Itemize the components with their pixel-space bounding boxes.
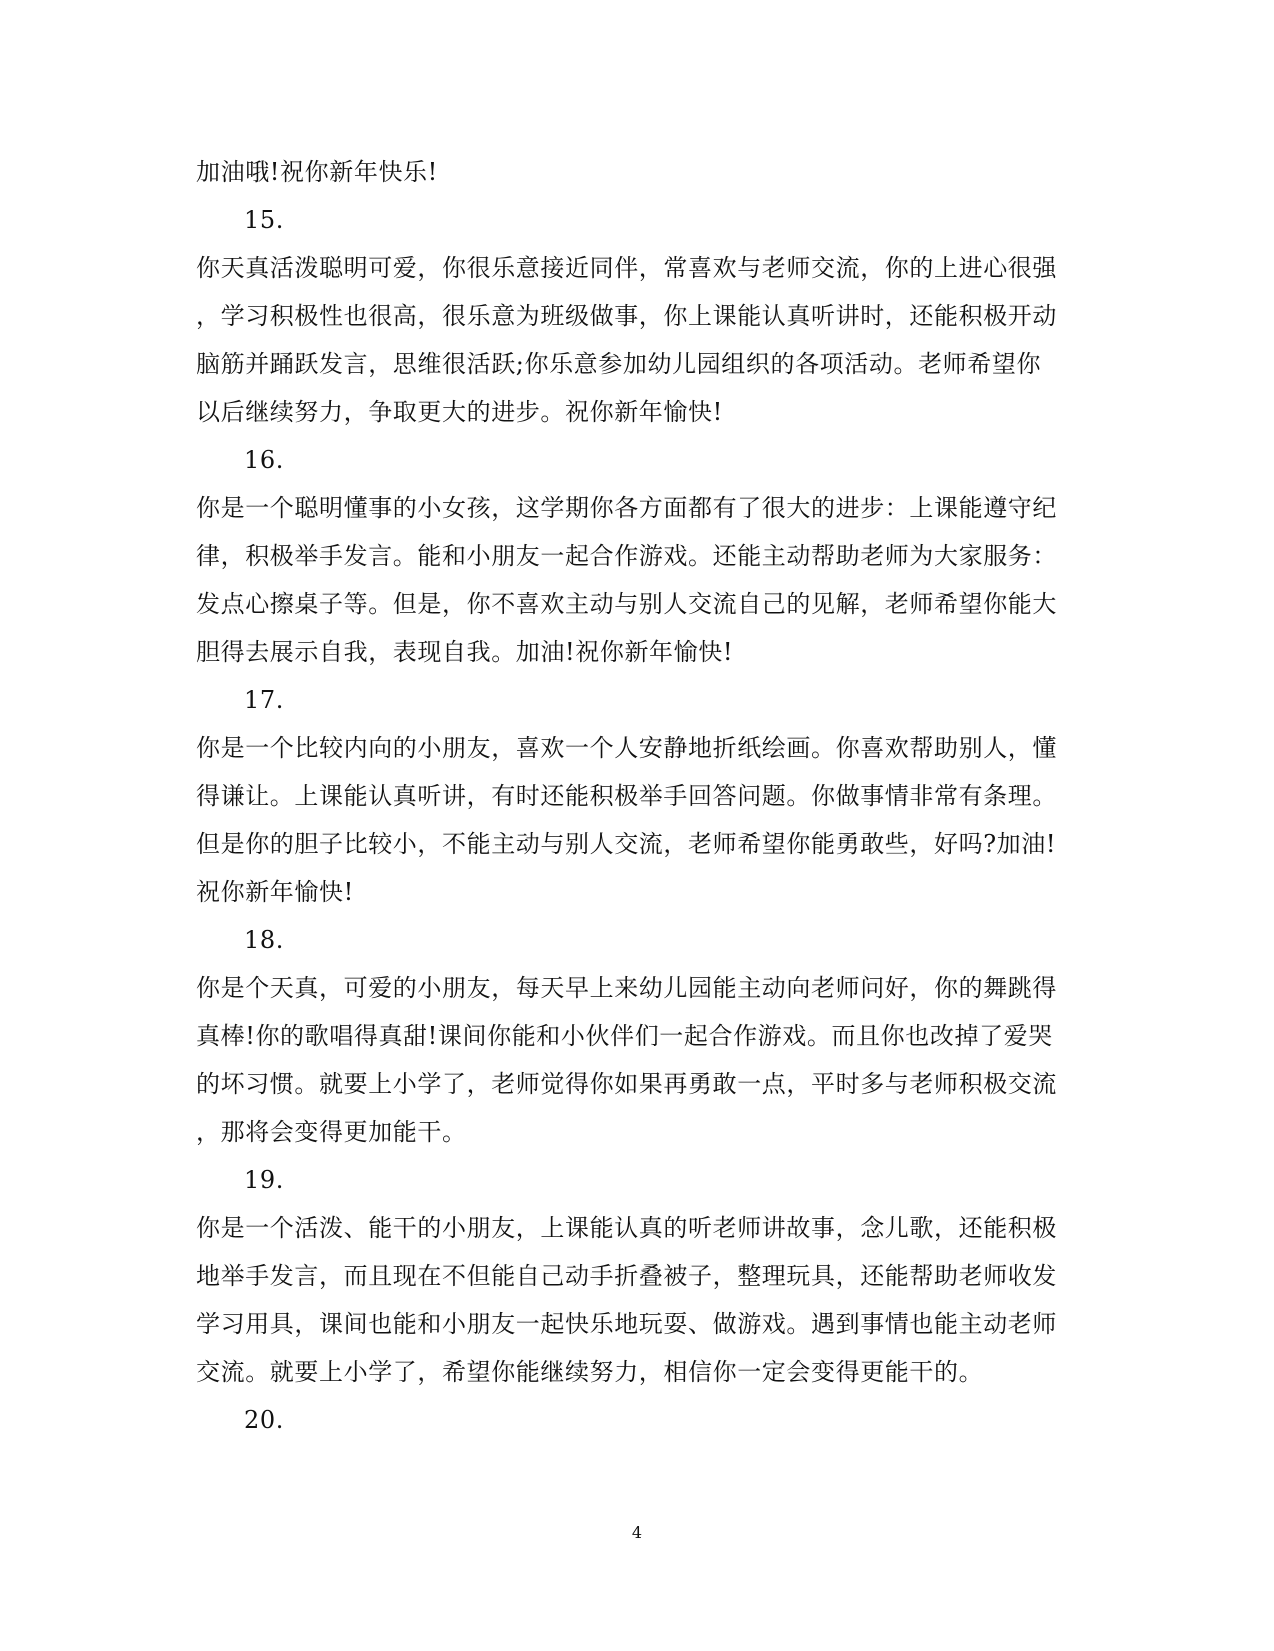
paragraph-line: 得谦让。上课能认真听讲，有时还能积极举手回答问题。你做事情非常有条理。 — [196, 782, 1057, 810]
paragraph-line: 胆得去展示自我，表现自我。加油!祝你新年愉快! — [196, 638, 734, 666]
item-number: 16. — [244, 446, 284, 474]
document-body — [196, 148, 1076, 1444]
paragraph-line: 脑筋并踊跃发言，思维很活跃;你乐意参加幼儿园组织的各项活动。老师希望你 — [196, 350, 1042, 378]
paragraph-line: 祝你新年愉快! — [196, 878, 354, 906]
paragraph-line: 你是一个活泼、能干的小朋友，上课能认真的听老师讲故事，念儿歌，还能积极 — [196, 1214, 1057, 1242]
page-number: 4 — [631, 1523, 643, 1542]
item-number: 17. — [244, 686, 284, 714]
item-number: 15. — [244, 206, 284, 234]
paragraph-line: 律，积极举手发言。能和小朋友一起合作游戏。还能主动帮助老师为大家服务： — [196, 542, 1057, 570]
paragraph-line: 以后继续努力，争取更大的进步。祝你新年愉快! — [196, 398, 723, 426]
paragraph-line: 但是你的胆子比较小，不能主动与别人交流，老师希望你能勇敢些，好吗?加油! — [196, 830, 1057, 858]
paragraph-line: 你是一个聪明懂事的小女孩，这学期你各方面都有了很大的进步：上课能遵守纪 — [196, 494, 1057, 522]
paragraph-line: 真棒!你的歌唱得真甜!课间你能和小伙伴们一起合作游戏。而且你也改掉了爱哭 — [196, 1022, 1053, 1050]
paragraph-line: 发点心擦桌子等。但是，你不喜欢主动与别人交流自己的见解，老师希望你能大 — [196, 590, 1057, 618]
paragraph-line: ，那将会变得更加能干。 — [196, 1118, 467, 1146]
item-number: 18. — [244, 926, 284, 954]
paragraph-line: 交流。就要上小学了，希望你能继续努力，相信你一定会变得更能干的。 — [196, 1358, 984, 1386]
paragraph-line: 加油哦!祝你新年快乐! — [196, 158, 438, 186]
paragraph-line: 的坏习惯。就要上小学了，老师觉得你如果再勇敢一点，平时多与老师积极交流 — [196, 1070, 1057, 1098]
item-number: 19. — [244, 1166, 284, 1194]
paragraph-line: 你是一个比较内向的小朋友，喜欢一个人安静地折纸绘画。你喜欢帮助别人，懂 — [196, 734, 1057, 762]
paragraph-line: 地举手发言，而且现在不但能自己动手折叠被子，整理玩具，还能帮助老师收发 — [196, 1262, 1057, 1290]
item-number: 20. — [244, 1406, 284, 1434]
paragraph-line: 学习用具，课间也能和小朋友一起快乐地玩耍、做游戏。遇到事情也能主动老师 — [196, 1310, 1057, 1338]
paragraph-line: ，学习积极性也很高，很乐意为班级做事，你上课能认真听讲时，还能积极开动 — [196, 302, 1057, 330]
paragraph-line: 你天真活泼聪明可爱，你很乐意接近同伴，常喜欢与老师交流，你的上进心很强 — [196, 254, 1057, 282]
paragraph-line: 你是个天真，可爱的小朋友，每天早上来幼儿园能主动向老师问好，你的舞跳得 — [196, 974, 1057, 1002]
